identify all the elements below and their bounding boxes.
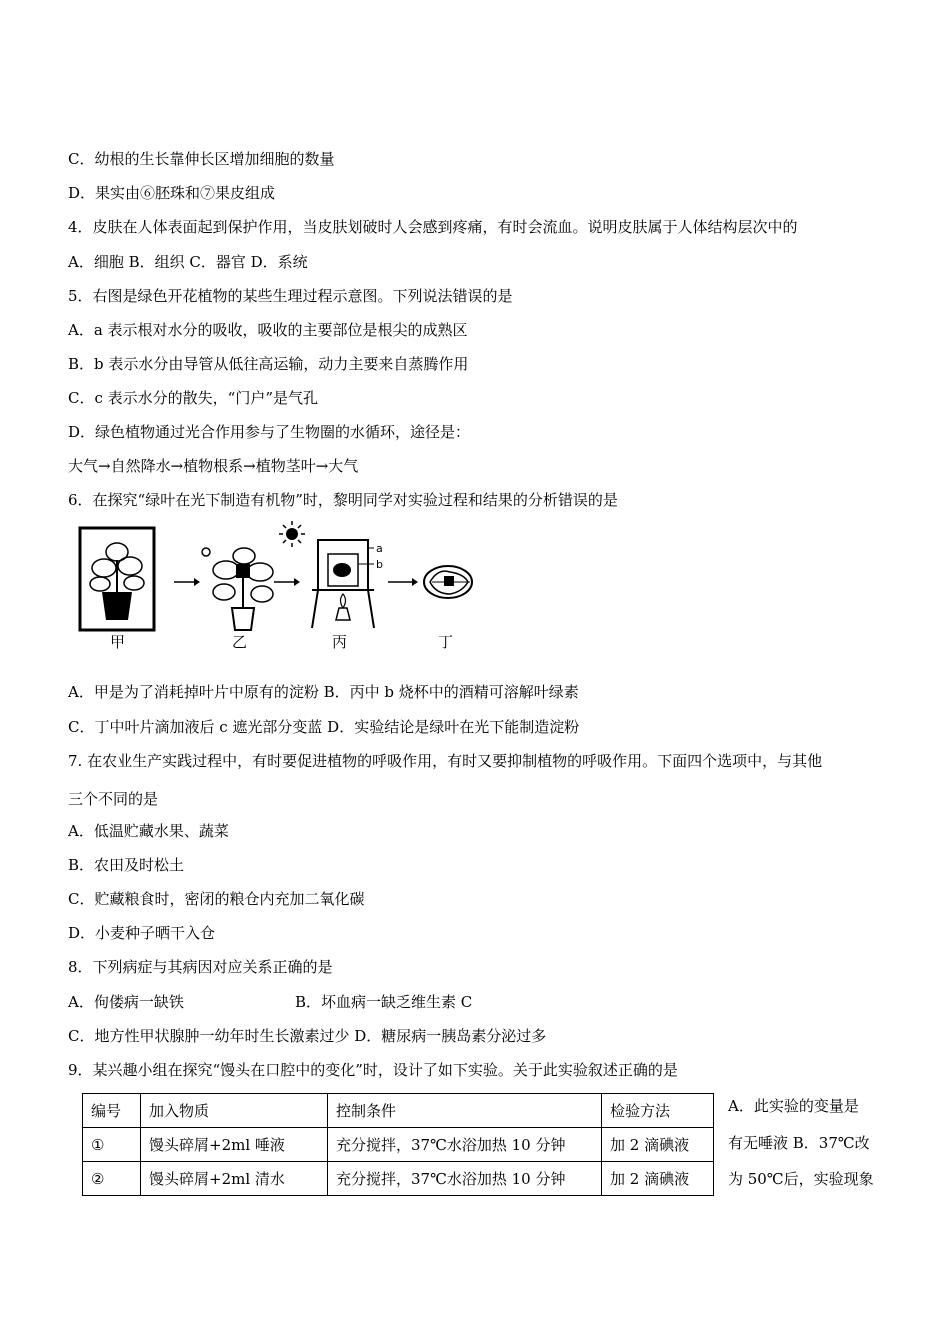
cell-id: ② bbox=[83, 1162, 141, 1196]
option-7b: B．农田及时松土 bbox=[68, 856, 185, 874]
question-9: 9．某兴趣小组在探究“馒头在口腔中的变化”时，设计了如下实验。关于此实验叙述正确的是 bbox=[68, 1061, 678, 1079]
option-8cd: C．地方性甲状腺肿一幼年时生长激素过少 D．糖尿病一胰岛素分泌过多 bbox=[68, 1027, 547, 1045]
label-beaker-b: b bbox=[376, 558, 383, 571]
question-4: 4．皮肤在人体表面起到保护作用，当皮肤划破时人会感到疼痛，有时会流血。说明皮肤属于人体结构层次中的 bbox=[68, 218, 798, 236]
side-text-3: 为 50℃后，实验现象 bbox=[728, 1170, 874, 1188]
option-6cd: C．丁中叶片滴加液后 c 遮光部分变蓝 D．实验结论是绿叶在光下能制造淀粉 bbox=[68, 718, 580, 736]
panel-ding bbox=[424, 566, 472, 598]
option-3d: D．果实由⑥胚珠和⑦果皮组成 bbox=[68, 184, 276, 202]
cell-condition: 充分搅拌，37℃水浴加热 10 分钟 bbox=[328, 1162, 602, 1196]
option-6ab: A．甲是为了消耗掉叶片中原有的淀粉 B．丙中 b 烧杯中的酒精可溶解叶绿素 bbox=[68, 683, 579, 701]
header-id: 编号 bbox=[83, 1094, 141, 1128]
option-5a: A．a 表示根对水分的吸收，吸收的主要部位是根尖的成熟区 bbox=[68, 321, 468, 339]
option-5b: B．b 表示水分由导管从低往高运输，动力主要来自蒸腾作用 bbox=[68, 355, 469, 373]
cell-method: 加 2 滴碘液 bbox=[602, 1128, 714, 1162]
sun-icon bbox=[279, 521, 305, 547]
question-8: 8．下列病症与其病因对应关系正确的是 bbox=[68, 958, 333, 976]
option-8a: A．佝偻病一缺铁 bbox=[68, 993, 184, 1011]
cell-condition: 充分搅拌，37℃水浴加热 10 分钟 bbox=[328, 1128, 602, 1162]
cell-substance: 馒头碎屑+2ml 清水 bbox=[141, 1162, 328, 1196]
panel-bing bbox=[312, 540, 374, 628]
option-7a: A．低温贮藏水果、蔬菜 bbox=[68, 822, 229, 840]
header-substance: 加入物质 bbox=[141, 1094, 328, 1128]
question-5: 5．右图是绿色开花植物的某些生理过程示意图。下列说法错误的是 bbox=[68, 287, 513, 305]
table-header-row bbox=[83, 1094, 714, 1128]
header-method: 检验方法 bbox=[602, 1094, 714, 1128]
experiment-figure bbox=[66, 520, 492, 652]
question-7-cont: 三个不同的是 bbox=[68, 790, 159, 808]
cell-substance: 馒头碎屑+2ml 唾液 bbox=[141, 1128, 328, 1162]
option-5d: D．绿色植物通过光合作用参与了生物圈的水循环，途径是： bbox=[68, 423, 471, 441]
question-4-options: A．细胞 B．组织 C．器官 D．系统 bbox=[68, 253, 308, 271]
label-yi: 乙 bbox=[232, 633, 248, 651]
option-8b: B．坏血病一缺乏维生素 C bbox=[295, 993, 473, 1011]
side-text-1: A．此实验的变量是 bbox=[728, 1097, 859, 1115]
option-3c: C．幼根的生长靠伸长区增加细胞的数量 bbox=[68, 150, 335, 168]
label-beaker-a: a bbox=[376, 542, 383, 555]
option-7c: C．贮藏粮食时，密闭的粮仓内充加二氧化碳 bbox=[68, 890, 365, 908]
option-5c: C．c 表示水分的散失，“门户”是气孔 bbox=[68, 389, 318, 407]
label-ding: 丁 bbox=[438, 633, 454, 651]
experiment-diagram bbox=[66, 520, 492, 652]
table-row bbox=[83, 1162, 714, 1196]
question-6: 6．在探究“绿叶在光下制造有机物”时，黎明同学对实验过程和结果的分析错误的是 bbox=[68, 491, 618, 509]
label-jia: 甲 bbox=[110, 633, 126, 651]
header-condition: 控制条件 bbox=[328, 1094, 602, 1128]
cell-id: ① bbox=[83, 1128, 141, 1162]
experiment-table bbox=[82, 1093, 714, 1196]
label-bing: 丙 bbox=[332, 633, 348, 651]
panel-yi bbox=[202, 548, 273, 630]
cell-method: 加 2 滴碘液 bbox=[602, 1162, 714, 1196]
question-7: 7. 在农业生产实践过程中，有时要促进植物的呼吸作用，有时又要抑制植物的呼吸作用。下面四个选项中，与其他 bbox=[68, 752, 823, 770]
side-text-2: 有无唾液 B．37℃改 bbox=[728, 1134, 870, 1152]
option-7d: D．小麦种子晒干入仓 bbox=[68, 924, 216, 942]
option-5d-path: 大气→自然降水→植物根系→植物茎叶→大气 bbox=[68, 457, 359, 475]
panel-jia bbox=[80, 528, 154, 630]
table-row bbox=[83, 1128, 714, 1162]
